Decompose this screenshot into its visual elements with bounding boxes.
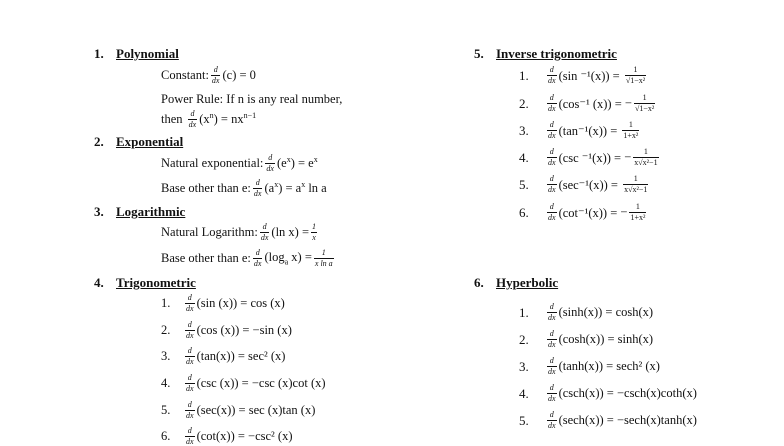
natural-exponential-rule: Natural exponential: $\frac{d}{dx}$ $(e^x) = e^x$ (161, 153, 318, 173)
section-heading-exponential: 2. Exponential (94, 134, 184, 149)
hyperbolic-rule: 4. $\frac{d}{dx}$ (csch(x)) = −csch(x)coth(x) (519, 383, 697, 403)
section-heading-hyperbolic: 6. Hyperbolic (474, 275, 559, 290)
trig-rule: 6. $\frac{d}{dx}$ (cot(x)) = −csc² (x) (161, 426, 293, 446)
hyperbolic-rule: 5. $\frac{d}{dx}$ (sech(x)) = −sech(x)tanh(x) (519, 410, 697, 430)
inverse-trig-rule: 6. $\frac{d}{dx}$ (cot⁻¹(x)) = − $\frac{1}{\text{1+x²}}$ (519, 202, 646, 222)
trig-rule: 2. $\frac{d}{dx}$ (cos (x)) = −sin (x) (161, 320, 292, 340)
section-heading-trigonometric: 4. Trigonometric (94, 275, 196, 290)
hyperbolic-rule: 3. $\frac{d}{dx}$ (tanh(x)) = sech² (x) (519, 356, 660, 376)
section-heading-inverse-trig: 5. Inverse trigonometric (474, 46, 617, 61)
section-heading-logarithmic: 3. Logarithmic (94, 204, 186, 219)
base-log-rule: Base other than e: $\frac{d}{dx}$ ($\log_a$ x) = $\frac{1}{\text{x ln a}}$ (161, 248, 333, 268)
natural-log-rule: Natural Logarithm: $\frac{d}{dx}$ (ln x) = $\frac{1}{x}$ (161, 222, 317, 242)
power-rule-text: Power Rule: If n is any real number, (161, 92, 343, 106)
trig-rule: 1. $\frac{d}{dx}$ (sin (x)) = cos (x) (161, 293, 285, 313)
inverse-trig-rule: 3. $\frac{d}{dx}$ (tan⁻¹(x)) = $\frac{1}{\text{1+x²}}$ (519, 120, 639, 140)
hyperbolic-rule: 2. $\frac{d}{dx}$ (cosh(x)) = sinh(x) (519, 329, 654, 349)
constant-rule: Constant: $\frac{d}{dx}$ (c) = 0 (161, 65, 256, 85)
trig-rule: 5. $\frac{d}{dx}$ (sec(x)) = sec (x)tan (x) (161, 400, 316, 420)
trig-rule: 3. $\frac{d}{dx}$ (tan(x)) = sec² (x) (161, 346, 286, 366)
inverse-trig-rule: 1. $\frac{d}{dx}$ (sin ⁻¹(x)) = $\frac{1}{\text{√1−x²}}$ (519, 65, 646, 85)
trig-rule: 4. $\frac{d}{dx}$ (csc (x)) = −csc (x)cot (x) (161, 373, 326, 393)
inverse-trig-rule: 2. $\frac{d}{dx}$ (cos⁻¹ (x)) = − $\frac{1}{\text{√1−x²}}$ (519, 93, 655, 113)
section-heading-polynomial: 1. Polynomial (94, 46, 179, 61)
hyperbolic-rule: 1. $\frac{d}{dx}$ (sinh(x)) = cosh(x) (519, 302, 654, 322)
power-rule-formula: then $\frac{d}{dx}$ $(x^n) = nx^{n-1}$ (161, 109, 257, 129)
base-exponential-rule: Base other than e: $\frac{d}{dx}$ $(a^x) = a^x$ ln a (161, 178, 327, 198)
inverse-trig-rule: 5. $\frac{d}{dx}$ (sec⁻¹(x)) = $\frac{1}{\text{x√x²−1}}$ (519, 174, 648, 194)
inverse-trig-rule: 4. $\frac{d}{dx}$ (csc ⁻¹(x)) = − $\frac{1}{\text{x√x²−1}}$ (519, 147, 658, 167)
